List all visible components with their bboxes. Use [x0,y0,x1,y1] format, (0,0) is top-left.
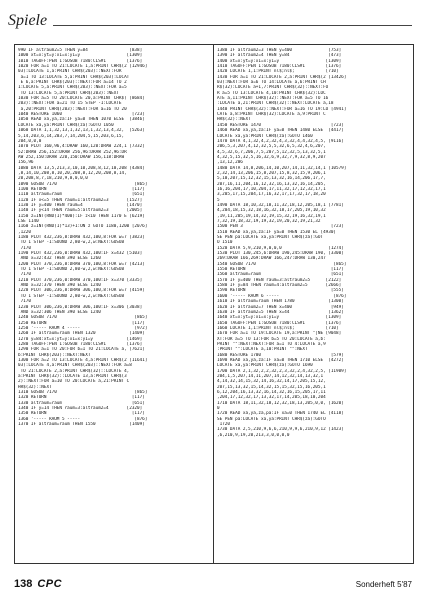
code-line: 1000 xt=x:yt=y:x1=x:y1=y [1309] [18,53,143,59]
code-line: 1590 RETURN [555] [217,288,344,294]
code-line: LOCATE xa,ya:PRINT CHR$(za):GOTO 1050 [18,122,114,128]
code-line: a:PRINT CHR$(32)::LOCATE 13,a:PRINT CHR$(3 [18,373,127,379]
code-line: 1700 DATA 2,1,32,2,2,32,2,3,32,2,4,32,2,5, [11909] [217,368,347,374]
code-line: 2,32,14,13,206,15,8,207,15,8,32,15,9,206,1 [217,170,326,176]
code-line: 1240 GOSUB 7170 [865] [18,315,148,321]
code-line: 1420 LOCATE 1,1:PRINT nl$;nl$; [710] [217,69,339,75]
code-line: SE PEN pa:LOCATE xa,ya:PRINT CHR$(za):GOTO [217,416,326,422]
code-line: 1720 READ xa,ya,za,pa:IF xa=0 THEN 1740 EL [4118] [217,411,344,417]
code-line: 5,10,207,15,12,32,15,13,32,16,14,206,17,7, [217,176,326,182]
code-line: 7,32,19,18,32,19,19,32,19,20,32,19,21,32 [217,219,321,224]
code-line: 1680 RESTORE 1700 [579] [217,352,344,358]
code-line: TO 21:LOCATE 2,a:PRINT CHR$(32)::LOCATE 4, [18,368,130,374]
listing-column-right [214,45,413,563]
code-line: ,204,17,12,32,17,13,32,17,14,205,18,10,204 [217,395,326,401]
code-line: ,8,14,10,208,8,10,20,208,8,12,20,208,8,14, [18,170,127,176]
code-line: 1410 TAGOFF:PEN 1:GOSUB 7180:CLS#1 [1376] [217,64,342,70]
section-title: Spiele [8,12,48,29]
code-line: 0 [217,406,220,412]
code-line: 16,16,204,17,10,204,17,11,32,17,12,32,17,1 [217,186,326,192]
code-line: R a=5 TO 13:LOCATE 4,10:PRINT CHR$(32):LOC [217,90,326,96]
code-line: 1250 '----- RAUM 4 ----- [972] [18,325,148,331]
code-line: 204,1,5,207,14,11,207,14,12,32,14,13,32,1 [217,373,324,379]
code-line: 1200 PLOT 370,236,8:DRAW 370,100,8:FOR w=7 [4213] [18,261,145,267]
code-line: LOCATE xa,ya:PRINT CHR$(za):GOTO 1460 [217,133,313,139]
code-line: 1330 altraum=raum [651] [18,400,145,406]
code-line: 156,96 [18,160,34,166]
code-line: O 1510 [217,240,233,246]
code-line: 1160 z=INT(RND(1)*13)+1:ON z GOTO 1180,1200 [2076] [18,224,148,230]
code-line: 6,12,204,16,13,32,16,14,32,16,15,205,17,11 [217,390,326,395]
code-line: 1600 '----- RAUM 6 ----- [876] [217,293,347,299]
code-line: XT:FOR a=5 TO 13:FOR b=5 TO 20:LOCATE a,b: [217,336,326,342]
code-line: 1080 DATA 13,5,213,3,10,10,208,8,12,10,208 [4384] [18,165,145,171]
code-line: 207,15,13,32,15,14,32,15,15,32,15,16,205,1 [217,384,326,390]
code-line: 1150 z=INT(RND(1)*400):IF z<10 THEN 1170 E [6219] [18,213,145,219]
code-line: 03):LOCATE 4,a:PRINT CHR$(203)::NEXT:FOR a=8 [18,363,132,369]
code-line: 1630 IF altraum2=5 THEN x=44 [1362] [217,309,344,315]
code-line: 1010 TAGOFF:PEN 1:GOSUB 7180:CLS#1 [1376] [18,58,143,64]
code-line: 207,16,11,204,16,12,32,16,13,32,16,14,205, [217,181,326,187]
code-line: 4,14,32,14,15,32,14,16,32,14,17,205,15,12, [217,379,326,385]
code-line: LSE 1140 [18,219,39,224]
code-line: 1470 DATA 4,1,32,4,2,32,4,3,32,4,4,32,4,5, [9116] [217,138,344,144]
code-line: 1250 RETURN [117] [18,320,145,326]
code-line: 1220 PLOT 306,236,8:DRAW 306,100,8:FOR w=7 [4159] [18,288,145,294]
code-line: 1580 IF y=84 THEN raum=4:altraum2=5 [2666] [217,283,342,289]
code-line: 1260 IF altraum=raum THEN 1320 [1409] [18,331,145,337]
code-line: TO 1 STEP -1:SOUND 2,80-w,2,w:NEXT:GOSUB [18,293,125,299]
code-line: 1030 FOR a=5 TO 20:LOCATE 20,a:PRINT CHR$( [8684] [18,96,145,102]
code-line: 1190 PLOT 432,236,0:DRAW 432,100:IF x=432 [5103] [18,251,143,257]
code-line: 1430 FOR a=1 TO 21:LOCATE 2,a:PRINT CHR$(2 [13426] [217,74,347,80]
code-line: 1270 y=84:xt=x:yt=y:x1=x:y1=y [1469] [18,336,143,342]
code-line: 1550 RETURN [117] [217,267,344,273]
code-line: 20,208,8,7,18,210,9,0,0,0,0 [18,176,88,182]
code-line: 03):NEXT:FOR a=6 TO 14:LOCATE a,6:PRINT CH [217,80,326,86]
code-line: 206,5,3,207,4,12,32,5,5,32,6,5,32,4,6,207, [217,144,326,150]
code-line: PRINT "":NEXT:NEXT:FOR a=1 TO 4:LOCATE a,9 [217,341,326,347]
code-line: 1710 DATA 18,11,32,18,12,32,18,13,205,0,0, [1620] [217,400,344,406]
code-line: b:PRINT CHR$(203)::NEXT:NEXT [18,352,91,358]
code-line: 2)::NEXT:FOR a=10 TO 20:LOCATE a,21:PRINT C [18,379,130,385]
code-line: 1060 DATA 1,1,32,13,1,32,13,1,32,13,4,32, [5263] [18,128,145,134]
page-header [8,4,412,30]
code-line: TO 1 STEP -1:SOUND 2,80-w,2,w:NEXT:GOSUB [18,267,125,273]
code-line: 1040 RESTORE 1060 [723] [18,112,145,118]
page-number: 138 [14,578,33,590]
code-line: 1070 PLOT 160,96,4:DRAW 160,120:DRAW 224,1 [7332] [18,144,145,150]
code-line: 1450 RESTORE 1470 [723] [217,122,344,128]
code-line: 1120 IF x<=5 THEN raum=1:altraum2=3 [1527] [18,197,143,203]
code-line: AND x=32:370 THEN 390 ELSE 1240 [18,283,101,289]
code-line: 1020 FOR a=1 TO 21:LOCATE 1,a:PRINT CHR$(2 [12946] [18,64,148,70]
code-line: 5,14,203,6,14,203,7,14,204,5,15,203,6,15, [18,133,125,139]
code-line: 1180 PLOT 432,236,8:DRAW 432,100,8:FOR w=7 [3823] [18,235,145,241]
code-line: 1340 IF y=14 THEN raum=3:altraum2=4 [2320] [18,406,143,412]
code-line: :PRINT "":LOCATE a,10:PRINT "":NEXT [217,347,308,353]
code-line: 1730 DATA 2,5,210,9,6,6,210,9,9,6,210,9,12 [1423] [217,427,344,433]
code-line: 4,32,5,15,32,5,16,32,6,9,32,7,9,32,8,9,207 [217,154,326,160]
code-line: 1510 READ xa,ya,za:IF ya=0 THEN 1530 EL [4930] [217,229,336,235]
code-line: 1560 altraum=raum [651] [217,272,344,278]
code-line: 1050 READ xa,ya,za:IF ya=0 THEN 1070 ELSE [3846] [18,117,145,123]
code-line: 1280 TAGOFF:PEN 1:GOSUB 7180:CLS#1 [1376] [18,341,143,347]
code-line: 1720 [217,422,230,428]
code-line: HR$(32)::NEXT [217,117,251,123]
code-line: 1490 DATA 18,10,32,18,11,32,18,12,205,18,1 [7781] [217,202,344,208]
code-line: 1310 GOSUB 7170 [865] [18,390,148,395]
code-line: 1690 READ xa,ya,za:IF xa=0 THEN 1710 ELSE [4272] [217,357,344,363]
code-line: a,20:PRINT CHR$(203)::NEXT:FOR a=16 TO 20 [18,106,127,112]
code-line: 1660 LOCATE 1,1:PRINT nl$;nl$; [710] [217,325,339,331]
code-line: ,1220 [18,229,31,235]
code-line: 1350 RETURN [117] [18,411,145,417]
code-line: HR$(32)::NEXT [18,384,52,390]
code-line: 1500 PEN 3 [723] [217,224,344,230]
code-line: 203)::NEXT:FOR a=21 TO 15 STEP -1:LOCATE [18,101,122,107]
code-line: 1520 DATA 5,9,210,9,0,0,0 [1274] [217,245,344,251]
code-line: ,19,11,205,19,14,32,19,15,32,19,16,32,19,1 [217,213,326,219]
code-line: 1360 '----- RAUM 5 ----- [876] [18,416,148,422]
code-line: :LOCATE a,21:PRINT CHR$(32)::NEXT:LOCATE a,18 [217,101,334,107]
code-line: 4,5,32,6,7,206,7,5,207,5,12,32,5,13,32,5,1 [217,149,326,155]
code-line: 1100 RETURN [117] [18,186,145,192]
code-line: LOCATE xa,ya:PRINT CHR$(za):GOTO 1690 [217,363,313,369]
code-line: 03):LOCATE 1,a:PRINT CHR$(203)::NEXT:FOR [18,69,122,75]
code-line: E 6,a:PRINT CHR$(203)::NEXT:FOR a=14 TO 2 [18,80,127,86]
issue-label: Sonderheft 5'87 [355,579,412,589]
code-line: 1570 IF y=400 THEN raum=3:altraum2=5 [2122] [217,277,342,283]
code-line: AND x=32:432 THEN 390 ELSE 1260 [18,256,101,262]
code-line: 1300 FOR a=2 TO 13:LOCATE 4,a:PRINT CHR$(2 [11641] [18,357,148,363]
code-line: 1230 PLOT 306,236,0:DRAW 306,100:IF x=306 [3038] [18,304,143,310]
code-line: 1210 PLOT 370,236,0:DRAW 370,100:IF x=370 [3335] [18,277,143,283]
code-line: 7170 [18,299,31,305]
code-line: 1130 IF y=400 THEN raum=4 [1470] [18,202,143,208]
code-line: 52:DRAW 256,152:DRAW 256,96:DRAW 252,96:DR [18,149,127,155]
code-line: 4,204,18,15,32,18,16,32,18,17,205,19,10,32 [217,208,326,214]
code-line: 269:DRAW 166,269:DRAW 166,247:DRAW 130,247 [217,256,326,262]
code-line: 1320 RETURN [117] [18,395,145,401]
code-line: 990 IF altraum2=5 THEN y=84 [838] [18,48,143,53]
code-line: 1380 IF altraum2=3 THEN y=400 [753] [217,48,342,53]
code-line: TO 1 STEP -1:SOUND 2,80-w,2,w:NEXT:GOSUB [18,240,125,246]
code-line: ATE a,11:PRINT CHR$(32)::NEXT:FOR a=5 TO 16 [217,96,329,102]
code-line: TO 13:LOCATE 5,a:PRINT CHR$(203)::NEXT [18,90,119,96]
code-line: 1090 GOSUB 7170 [865] [18,181,148,187]
code-line: 1480 DATA 14,8,206,14,10,207,14,11,32,14,1 [10579] [217,165,347,171]
code-line: 1640 xt=x:yt=y:x1=x:y1=y [1309] [217,315,342,321]
code-line: CATE a,8:PRINT CHR$(32):LOCATE a,9:PRINT C [217,112,326,118]
code-line: 1670 FOR a=1 TO 19:LOCATE 19,a:PRINT "|NE [9048] [217,331,342,337]
code-line: AW 252,150:DRAW 220,150:DRAW 156,118:DRAW [18,154,125,160]
code-line: 1140 IF y<14 THEN raum=5:altraum2=3 [2005] [18,208,143,214]
code-line: 1620 IF altraum2=7 THEN x=400 [949] [217,304,344,310]
listing-column-left [15,45,214,563]
code-line: ,13,12,206 [217,160,243,166]
header-rule [53,25,412,26]
code-line: 3,205,17,15,204,17,16,32,17,17,32,17,18,20 [217,192,326,198]
code-line: 1540 GOSUB 7170 [865] [217,261,347,267]
code-line: 1530 PLOT 130,245,6:DRAW 190,245:DRAW 190, [3300] [217,251,344,257]
magazine-logo: CPC [37,578,63,590]
code-line: 204,0,0,0 [18,138,42,144]
code-line: 5 [217,197,220,203]
code-line: SE PEN pa:LOCATE xa,ya:PRINT CHR$(za):GOT [217,235,324,241]
code-line: R$(32):LOCATE a+1,7:PRINT CHR$(32)::NEXT:FO [217,85,329,91]
page-footer [14,576,412,592]
code-line: 1390 IF altraum2=4 THEN y=84 [473] [217,53,342,59]
code-line: AND x=32:306 THEN 390 ELSE 1240 [18,309,101,315]
code-line: 7170 [18,272,31,278]
code-line: 1610 IF altraum=raum THEN 1780 [1300] [217,299,344,305]
listing-frame [14,44,414,564]
code-line: 1110 altraum=raum [651] [18,192,145,198]
code-line: 7170 [18,245,31,251]
code-line: 1290 FOR a=1 TO 20:FOR b=1 TO 21:LOCATE a, [7621] [18,347,145,353]
code-line: 1460 READ xa,ya,za:IF ya=0 THEN 1480 ELSE [4417] [217,128,344,134]
code-line: 1:LOCATE 5,a:PRINT CHR$(203)::NEXT:FOR a=5 [18,85,127,91]
code-line: 1370 IF altraum=raum THEN 1550 [1409] [18,422,145,428]
code-line: 1440 PRINT CHR$(32)::NEXT:FOR a=16 TO 19:LO [4941] [217,106,347,112]
code-line: 1400 xt=x:yt=y:x1=x:y1=y [1309] [217,58,342,64]
code-line: ,6,210,9,19,20,213,3,0,0,0,0 [217,432,290,438]
code-line: 1650 TAGOFF:PEN 1:GOSUB 7180:CLS#1 [1376] [217,320,342,326]
code-line: a=1 TO 13:LOCATE 5,a:PRINT CHR$(203):LOCAT [18,74,130,80]
